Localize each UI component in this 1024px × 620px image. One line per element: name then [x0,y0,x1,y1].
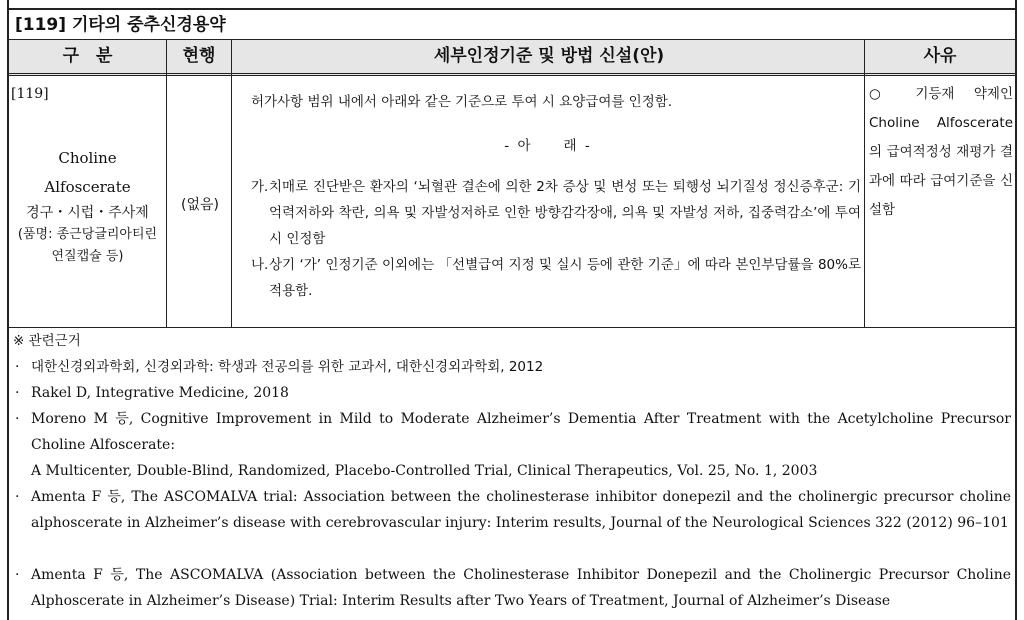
drug-name-block [9,144,166,268]
category-code: [119] [11,86,49,102]
reference-item [15,381,1011,407]
reference-item [15,407,1011,458]
reference-item [15,355,1011,381]
criteria-intro: 허가사항 범위 내에서 아래와 같은 기준으로 투여 시 요양급여를 인정함. [251,94,673,110]
document-table [7,0,1017,620]
criteria-cell [233,76,863,327]
header-category: 구 분 [62,46,113,66]
criteria-item-marker: 나. [251,257,269,273]
bullet: · [15,359,20,375]
criteria-below-heading: - 아 래 - [504,138,592,154]
criteria-item-text: 치매로 진단받은 환자의 ‘뇌혈관 결손에 의한 2차 증상 및 변성 또는 퇴행성 뇌기질성 정신증후군: 기억력저하와 착란, 의욕 및 자발성저하로 인한 방향감각장애, 의욕 및 자발성 저하, 집중력감소’에 투여 시 인정함 [269,179,861,247]
category-cell [9,76,166,327]
bullet: · [15,411,20,427]
bullet: · [15,567,20,583]
drug-product-line2: 연질캡슐 등) [51,249,124,264]
table-row [9,76,1015,328]
header-criteria: 세부인정기준 및 방법 신설(안) [433,46,665,66]
current-text: (없음) [181,197,219,213]
reference-text: Rakel D, Integrative Medicine, 2018 [31,385,289,401]
references-heading: ※ 관련근거 [13,333,81,349]
bullet: · [15,489,20,505]
reference-text: Amenta F 등, The ASCOMALVA trial: Association between the cholinesterase inhibitor donepezil and the cholinergic precursor choline alphoscerate in Alzheimer’s disease with cerebrovascular injury: Interim results, Journal of the Neurological Sciences 322 (2012) 96–101 [31,489,1011,531]
reference-item [15,485,1011,536]
drug-route: 경구・시럽・주사제 [26,205,149,221]
reference-text: Amenta F 등, The ASCOMALVA (Association between the Cholinesterase Inhibitor Donepezil and the Cholinergic Precursor Choline Alphoscerate in Alzheimer’s Disease) Trial: Interim Results after Two Years of Treatment, Journal of Alzheimer’s Disease [31,567,1011,609]
drug-product: (품명: 종근당글리아티린 [17,227,158,242]
reason-cell [865,76,1015,327]
section-title: [119] 기타의 중추신경용약 [9,8,1015,40]
criteria-item-ga [251,174,861,252]
reference-text: A Multicenter, Double-Blind, Randomized, Placebo-Controlled Trial, Clinical Therapeutics, Vol. 25, No. 1, 2003 [31,463,818,479]
current-cell [169,76,231,327]
reference-item-continued [15,459,1011,485]
bullet: · [15,385,20,401]
header-reason: 사유 [923,46,957,66]
criteria-item-marker: 가. [251,179,269,195]
references-section [9,329,1015,620]
drug-name-line2: Alfoscerate [44,178,131,196]
header-current: 현행 [182,46,216,66]
reference-text: 대한신경외과학회, 신경외과학: 학생과 전공의를 위한 교과서, 대한신경외과학회, 2012 [31,359,544,375]
reference-item [15,563,1011,614]
criteria-item-na [251,252,861,304]
reference-text: Moreno M 등, Cognitive Improvement in Mild to Moderate Alzheimer’s Dementia After Treatment with the Acetylcholine Precursor Choline Alfoscerate: [31,411,1011,453]
reason-text: ○ 기등재 약제인 Choline Alfoscerate의 급여적정성 재평가 결과에 따라 급여기준을 신설함 [869,86,1013,218]
criteria-item-text: 상기 ‘가’ 인정기준 이외에는 「선별급여 지정 및 실시 등에 관한 기준」에 따라 본인부담률을 80%로 적용함. [269,257,861,299]
drug-name-line1: Choline [58,149,117,167]
